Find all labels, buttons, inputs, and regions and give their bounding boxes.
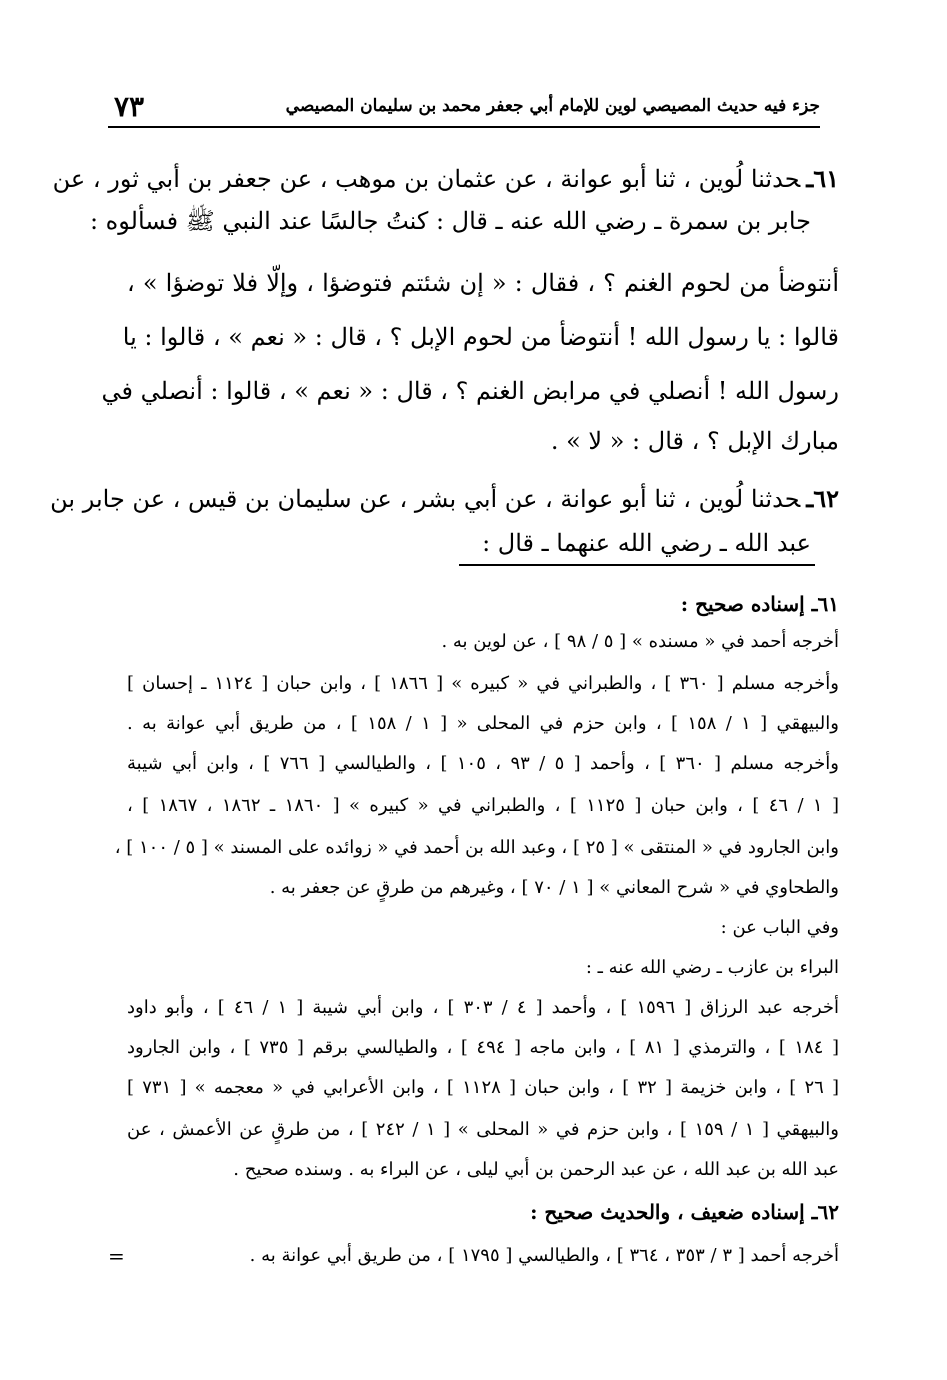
running-header: [108, 92, 820, 128]
hadith-61-line-4: [122, 316, 839, 358]
hadith-61-line-2: [89, 200, 811, 242]
hadith-text: جابر بن سمرة ـ رضي الله عنه ـ قال : كنتُ جالسًا عند النبي ﷺ فسألوه :: [89, 207, 811, 235]
note-62-heading: ٦٢ـ إسناده ضعيف ، والحديث صحيح :: [530, 1200, 839, 1224]
note-line: والطحاوي في « شرح المعاني » [ ١ / ٧٠ ] ، وغيرهم من طرقٍ عن جعفر به .: [269, 877, 839, 898]
hadith-61-line-3: [127, 262, 839, 304]
continuation-mark: =: [108, 1244, 125, 1268]
hadith-61-number: ٦١ـ: [806, 164, 839, 193]
note-line: وابن الجارود في « المنتقى » [ ٢٥ ] ، وعبد الله بن أحمد في « زوائده على المسند » [ ٥ / ١٠٠ ] ،: [114, 837, 839, 858]
hadith-text: قالوا : يا رسول الله ! أنتوضأ من لحوم الإبل ؟ ، قال : « نعم » ، قالوا : يا: [122, 323, 839, 351]
note-line: أخرجه أحمد في « مسنده » [ ٥ / ٩٨ ] ، عن لوين به .: [441, 631, 839, 652]
page-number: ٧٣: [114, 90, 145, 123]
note-line: والبيهقي [ ١ / ١٥٩ ] ، وابن حزم في « المحلى » [ ١ / ٢٤٢ ] ، من طرقٍ عن الأعمش ، عن: [127, 1119, 839, 1140]
hadith-text: مبارك الإبل ؟ ، قال : « لا » .: [550, 427, 839, 455]
note-line: وأخرجه مسلم [ ٣٦٠ ] ، والطبراني في « كبيره » [ ١٨٦٦ ] ، وابن حبان [ ١١٢٤ ـ إحسان ]: [127, 673, 839, 694]
note-line: [ ١ / ٤٦ ] ، وابن حبان [ ١١٢٥ ] ، والطبراني في « كبيره » [ ١٨٦٠ ـ ١٨٦٢ ، ١٨٦٧ ] ،: [127, 795, 839, 816]
hadith-text: حدثنا لُوين ، ثنا أبو عوانة ، عن أبي بشر ، عن سليمان بن قيس ، عن جابر بن: [50, 485, 801, 513]
note-line: أخرجه عبد الرزاق [ ١٥٩٦ ] ، وأحمد [ ٤ / ٣٠٣ ] ، وابن أبي شيبة [ ١ / ٤٦ ] ، وأبو داود: [127, 997, 839, 1018]
note-line: والبيهقي [ ١ / ١٥٨ ] ، وابن حزم في المحلى « [ ١ / ١٥٨ ] ، من طريق أبي عوانة به .: [127, 713, 839, 734]
note-61-heading: ٦١ـ إسناده صحيح :: [680, 592, 839, 616]
note-line: أخرجه أحمد [ ٣ / ٣٥٣ ، ٣٦٤ ] ، والطيالسي [ ١٧٩٥ ] ، من طريق أبي عوانة به .: [249, 1245, 839, 1266]
hadith-text: رسول الله ! أنصلي في مرابض الغنم ؟ ، قال : « نعم » ، قالوا : أنصلي في: [101, 377, 839, 405]
hadith-61-line-6: [127, 420, 839, 462]
note-line: البراء بن عازب ـ رضي الله عنه ـ :: [585, 957, 839, 978]
hadith-text: عبد الله ـ رضي الله عنهما ـ قال :: [482, 529, 811, 557]
note-line: [ ٢٦ ] ، وابن خزيمة [ ٣٢ ] ، وابن حبان [ ١١٢٨ ] ، وابن الأعرابي في « معجمه » [ ٧٣١ ]: [127, 1077, 840, 1098]
note-line: عبد الله بن عبد الله ، عن عبد الرحمن بن أبي ليلى ، عن البراء به . وسنده صحيح .: [233, 1159, 839, 1180]
note-line: وأخرجه مسلم [ ٣٦٠ ] ، وأحمد [ ٥ / ٩٣ ، ١٠٥ ] ، والطيالسي [ ٧٦٦ ] ، وابن أبي شيبة: [127, 753, 839, 774]
hadith-61-line-5: [101, 370, 839, 412]
hadith-61-line-1: [52, 158, 839, 200]
note-line: [ ١٨٤ ] ، والترمذي [ ٨١ ] ، وابن ماجه [ ٤٩٤ ] ، والطيالسي برقم [ ٧٣٥ ] ، وابن الجارود: [127, 1037, 839, 1058]
hadith-text: حدثنا لُوين ، ثنا أبو عوانة ، عن عثمان بن موهب ، عن جعفر بن أبي ثور ، عن: [52, 165, 801, 193]
running-title: جزء فيه حديث المصيصي لوين للإمام أبي جعفر محمد بن سليمان المصيصي: [285, 96, 820, 116]
hadith-62-line-1: [50, 478, 839, 520]
hadith-62-number: ٦٢ـ: [806, 484, 839, 513]
note-line: وفي الباب عن :: [720, 917, 839, 938]
hadith-62-line-2: [127, 522, 811, 564]
hadith-text: أنتوضأ من لحوم الغنم ؟ ، فقال : « إن شئتم فتوضؤا ، وإلّا فلا توضؤا » ،: [127, 269, 839, 297]
footnote-divider: [459, 564, 815, 566]
